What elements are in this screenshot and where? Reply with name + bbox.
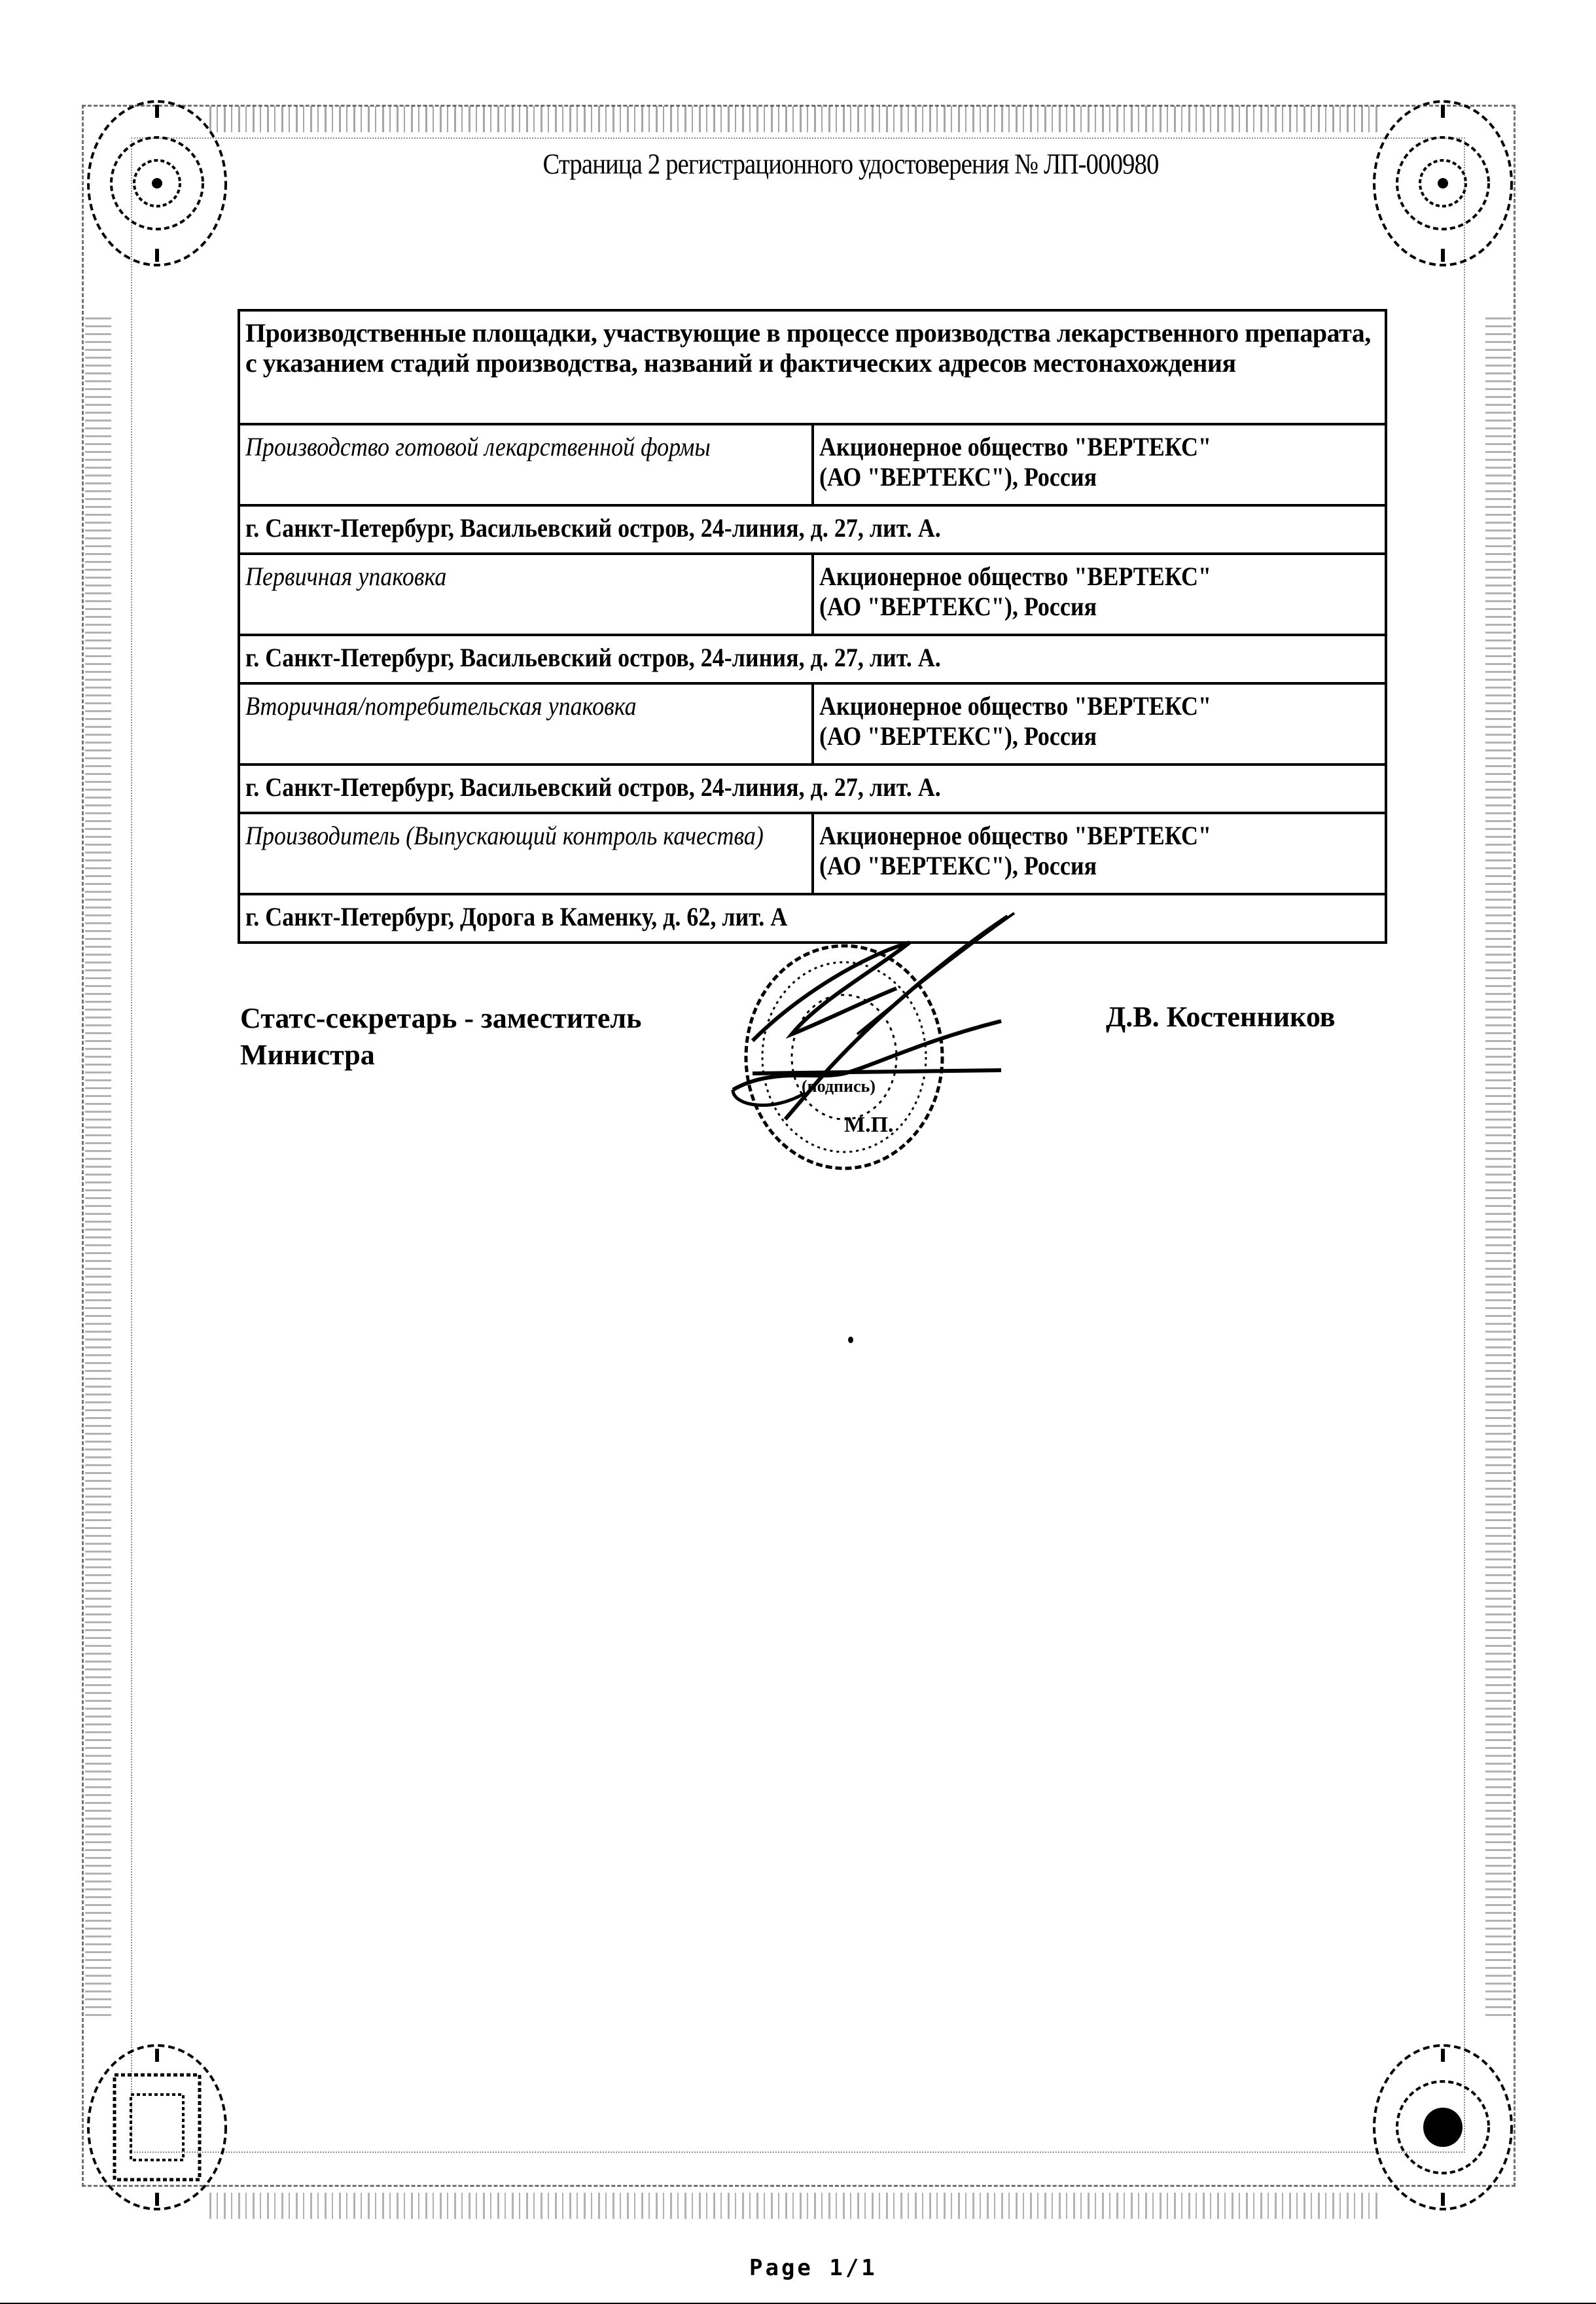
guilloche-band-top <box>209 106 1381 132</box>
position-line-1: Статс-секретарь - заместитель <box>240 1002 642 1034</box>
organization-cell: Акционерное общество "ВЕРТЕКС" (АО "ВЕРТЕКС"), Россия <box>813 424 1387 505</box>
guilloche-band-left <box>85 314 111 2016</box>
stage-cell: Производство готовой лекарственной формы <box>239 424 813 505</box>
guilloche-band-right <box>1485 314 1512 2016</box>
signature-caption: (подпись) <box>802 1077 876 1096</box>
organization-cell: Акционерное общество "ВЕРТЕКС" (АО "ВЕРТЕКС"), Россия <box>813 683 1387 765</box>
table-row <box>239 683 1386 765</box>
table-row <box>239 765 1386 813</box>
corner-rosette-icon <box>79 92 236 275</box>
stage-cell: Вторичная/потребительская упаковка <box>239 683 813 765</box>
official-seal-icon <box>694 903 1034 1204</box>
table-row <box>239 424 1386 505</box>
corner-rosette-icon <box>1364 92 1521 275</box>
stage-cell: Производитель (Выпускающий контроль качества) <box>239 813 813 894</box>
organization-cell: Акционерное общество "ВЕРТЕКС" (АО "ВЕРТЕКС"), Россия <box>813 813 1387 894</box>
address-cell: г. Санкт-Петербург, Васильевский остров, 24-линия, д. 27, лит. А. <box>239 505 1386 554</box>
table-row <box>239 813 1386 894</box>
position-line-2: Министра <box>240 1039 375 1071</box>
table-row <box>239 505 1386 554</box>
address-cell: г. Санкт-Петербург, Васильевский остров, 24-линия, д. 27, лит. А. <box>239 765 1386 813</box>
stamp-caption: М.П. <box>844 1113 894 1137</box>
signatory-position <box>240 1000 641 1073</box>
production-sites-table <box>238 309 1387 944</box>
table-row <box>239 635 1386 683</box>
organization-cell: Акционерное общество "ВЕРТЕКС" (АО "ВЕРТЕКС"), Россия <box>813 554 1387 635</box>
page-indicator: Page 1/1 <box>749 2255 878 2281</box>
address-cell: г. Санкт-Петербург, Васильевский остров, 24-линия, д. 27, лит. А. <box>239 635 1386 683</box>
guilloche-band-bottom <box>209 2193 1381 2219</box>
signatory-name: Д.В. Костенников <box>1106 1001 1336 1033</box>
table-row <box>239 554 1386 635</box>
stray-mark <box>848 1337 853 1343</box>
corner-rosette-icon <box>1364 2036 1521 2219</box>
stage-cell: Первичная упаковка <box>239 554 813 635</box>
table-header-row <box>239 310 1386 424</box>
page-title: Страница 2 регистрационного удостоверения № ЛП-000980 <box>542 148 1159 180</box>
corner-rosette-icon <box>79 2036 236 2219</box>
address-cell: г. Санкт-Петербург, Дорога в Каменку, д. 62, лит. А <box>239 894 1386 943</box>
table-header-cell: Производственные площадки, участвующие в процессе производства лекарственного препарата, с указанием стадий производства, названий и фактических адресов местонахождения <box>239 310 1386 424</box>
